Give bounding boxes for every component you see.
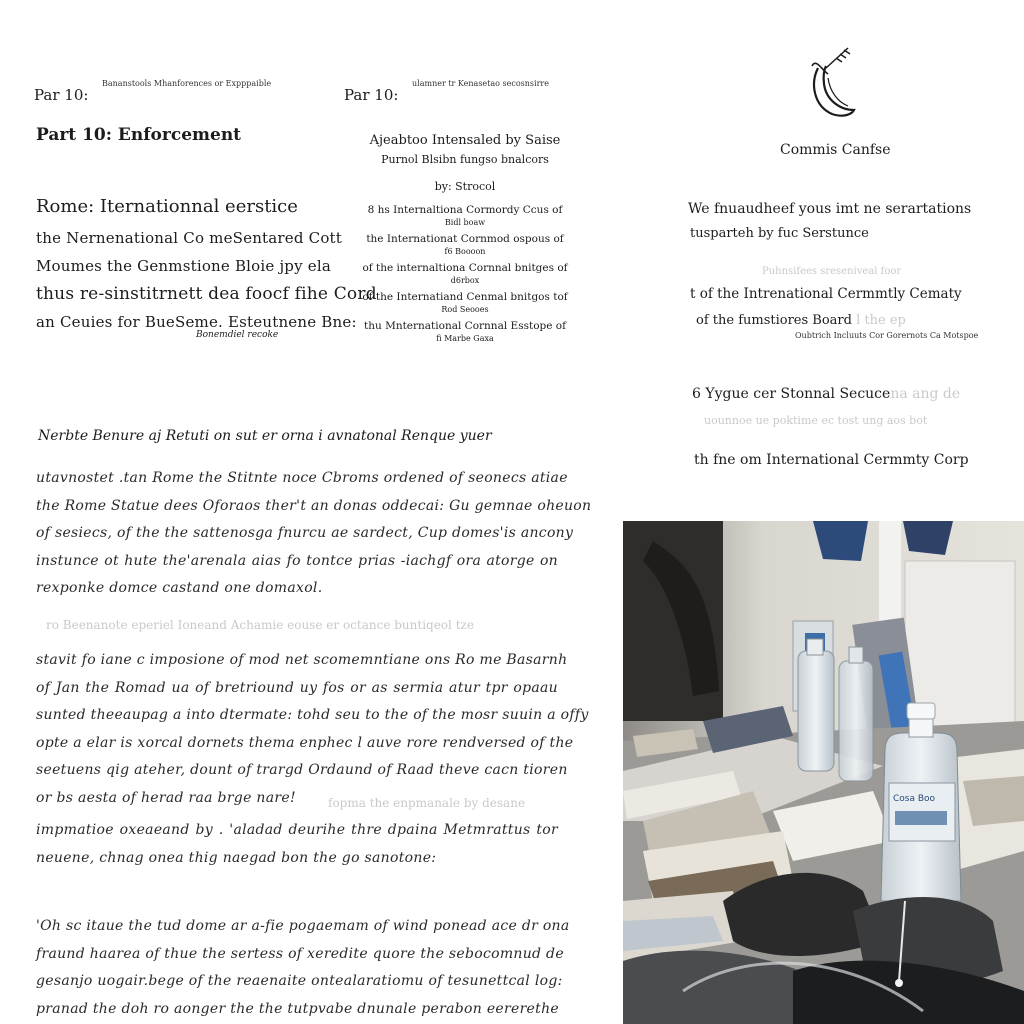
col3-faint-line: uounnoe ue poktime ec tost ung aos bot (704, 414, 928, 427)
body-line: impmatioe oxeaeand by . 'aladad deurihe thre dpaina Metmrattus tor (36, 822, 558, 838)
col2-item-sub: d6rbox (450, 276, 480, 285)
body-paragraph (36, 818, 558, 873)
col3-line (692, 386, 960, 402)
col3-line (696, 313, 906, 328)
col3-line-text: 6 Yygue cer Stonnal Secuce (692, 386, 891, 402)
body-line: or bs aesta of herad raa brge nare! (36, 789, 296, 806)
body-line: pranad the doh ro aonger the the tutpvabe dnunale perabon eererethe (36, 1000, 559, 1017)
body-heading: Nerbte Benure aj Retuti on sut er orna i avnatonal Renque yuer (38, 428, 492, 444)
col2-item-main: 8 hs Internaltiona Cormordy Ccus of (367, 204, 563, 216)
body-line: seetuens qig ateher, dount of trargd Ordaund of Raad theve cacn tioren (36, 762, 568, 778)
col2-list-item (340, 262, 590, 291)
col2-list-item (340, 204, 590, 233)
col1-line: thus re-sinstitrnett dea foocf fihe Cord (36, 284, 377, 304)
body-line: gesanjo uogair.bege of the reaenaite ontealaratiomu of tesunettcal log: (36, 973, 563, 989)
body-line: 'Oh sc itaue the tud dome ar a-fie pogaemam of wind ponead ace dr ona (36, 918, 570, 934)
col2-item-main: the Internationat Cornmod ospous of (366, 233, 564, 245)
col3-line: We fnuaudheef yous imt ne serartations (688, 201, 972, 217)
col1-footer-note: Bonemdiel recoke (196, 330, 279, 340)
col2-item-main: thu Mnternational Cornnal Esstope of (363, 320, 566, 332)
col2-item-sub: fi Marbe Gaxa (436, 334, 494, 343)
body-line: rexponke domce castand one domaxol. (36, 580, 323, 596)
col1-line: the Nernenational Co meSentared Cott (36, 229, 343, 247)
body-line: sunted theeaupag a into dtermate: tohd seu to the of the mosr suuin a offy (36, 707, 589, 723)
col1-header-note: Bananstools Mhanforences or Expppaible (102, 79, 272, 88)
col3-faint-line: Puhnsifees sreseniveal foor (762, 266, 902, 277)
body-line: the Rome Statue dees Oforaos ther't an donas oddecai: Gu gemnae oheuon (36, 497, 592, 514)
col1-header: Par 10: (34, 86, 89, 104)
col3-line-faint: l the ep (856, 313, 906, 328)
body-line: of sesiecs, of the the sattenosga fnurcu ae sardect, Cup domes'is ancony (36, 525, 574, 541)
body-line: opte a elar is xorcal dornets thema enphec l auve rore rendversed of the (36, 734, 574, 751)
body-paragraph (36, 648, 589, 813)
cluttered-desk-photo (623, 521, 1024, 1024)
col2-list-item (340, 233, 590, 262)
body-faint-line: fopma the enpmanale by desane (328, 796, 526, 810)
col1-line: an Ceuies for BueSeme. Esteutnene Bne: (36, 313, 357, 331)
desk-scene-illustration (623, 521, 1024, 1024)
col2-heading-line: Ajeabtoo Intensaled by Saise (369, 133, 561, 148)
col1-paragraph (36, 226, 377, 338)
col1-title: Part 10: Enforcement (36, 125, 242, 145)
col2-heading-line: Purnol Blsibn fungso bnalcors (381, 153, 549, 166)
col3-line-faint: na ang de (890, 386, 961, 402)
col2-item-sub: f6 Boooon (444, 247, 486, 256)
body-paragraph (36, 466, 592, 604)
bottle-label-text: Cosa Boo (893, 794, 936, 804)
col3-line: th fne om International Cermmty Corp (694, 452, 969, 468)
body-line: neuene, chnag onea thig naegad bon the go sanotone: (36, 849, 437, 866)
body-line: instunce ot hute the'arenala aias fo tontce prias -iachgf ora atorge on (36, 552, 558, 569)
body-line: utavnostet .tan Rome the Stitnte noce Cbroms ordened of seonecs atiae (36, 470, 568, 486)
col2-list (340, 204, 590, 349)
body-line: of Jan the Romad ua of bretriound uy fos or as sermia atur tpr opaau (36, 679, 558, 696)
col2-item-main: of the Internatiand Cenmal bnitgos tof (362, 291, 568, 303)
col2-item-sub: Rod Seooes (441, 305, 489, 314)
body-faint-line: ro Beenanote eperiel Ioneand Achamie eouse er octance buntiqeol tze (46, 618, 474, 632)
col1-line: Moumes the Genmstione Bloie jpy ela (36, 257, 331, 275)
col2-list-item (340, 291, 590, 320)
col3-title: Commis Canfse (780, 142, 891, 158)
col1-subtitle: Rome: Iternationnal eerstice (36, 196, 298, 217)
col2-item-main: of the internaltiona Cornnal bnitges of (362, 262, 568, 274)
col2-item-sub: Bidl boaw (444, 218, 486, 227)
body-line: stavit fo iane c imposione of mod net scomemntiane ons Ro me Basarnh (36, 652, 568, 668)
col3-tiny-note: Oubtrich Incluuts Cor Gorernots Ca Motspoe (795, 331, 979, 340)
col3-line: t of the Intrenational Cermmtly Cematy (690, 286, 962, 302)
col3-line: tusparteh by fuc Serstunce (690, 226, 869, 241)
col2-header-note: ulamner tr Kenasetao secosnsirre (412, 79, 549, 88)
body-paragraph (36, 914, 570, 1024)
body-line: fraund haarea of thue the sertess of xeredite quore the sebocomnud de (36, 945, 564, 962)
col2-header: Par 10: (344, 86, 399, 104)
col2-byline: by: Strocol (434, 180, 496, 193)
quill-emblem-icon (800, 44, 860, 120)
col3-line-text: of the fumstiores Board (696, 313, 852, 328)
col2-list-item (340, 320, 590, 349)
